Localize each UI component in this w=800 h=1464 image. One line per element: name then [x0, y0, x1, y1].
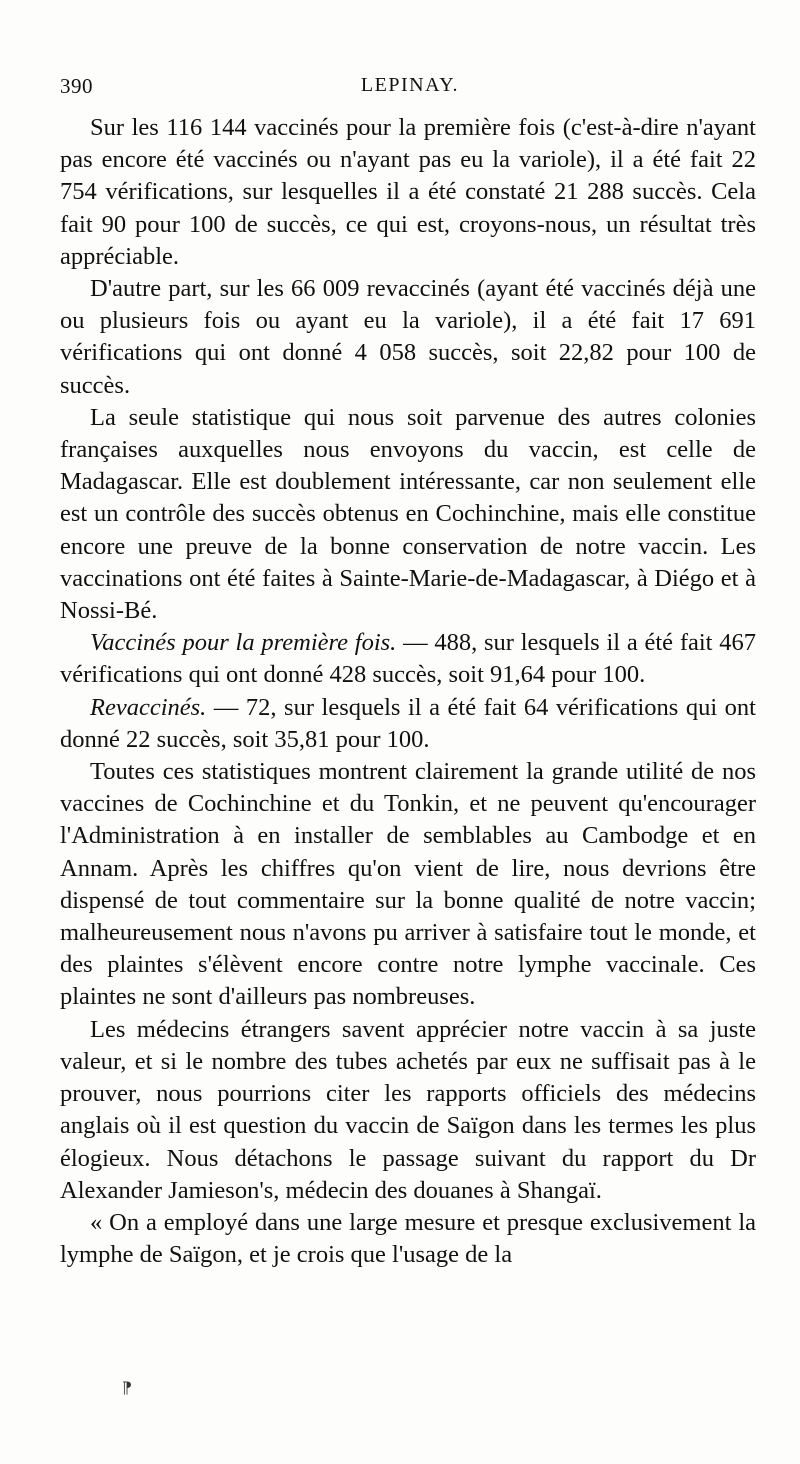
- running-head: LEPINAY.: [360, 74, 460, 96]
- paragraph-text: Toutes ces statistiques montrent clairement la grande utilité de nos vaccines de Cochinchine et du Tonkin, et ne peuvent qu'encourager l'Administration à en installer de semblables au Cambodge et en Annam. Après les chiffres qu'on vient de lire, nous devrions être dispensé de tout commentaire sur la bonne qualité de notre vaccin; malheureusement nous n'avons pu arriver à satisfaire tout le monde, et des plaintes s'élèvent encore contre notre lymphe vaccinale. Ces plaintes ne sont d'ailleurs pas nombreuses.: [60, 758, 756, 1011]
- paragraph-text: D'autre part, sur les 66 009 revaccinés (ayant été vaccinés déjà une ou plusieurs fois ou ayant eu la variole), il a été fait 17 691 vérifications qui ont donné 4 058 succès, soit 22,82 pour 100 de succès.: [60, 275, 756, 399]
- paragraph: [60, 627, 756, 691]
- paragraph: [60, 273, 756, 402]
- paragraph-text: « On a employé dans une large mesure et presque exclusivement la lymphe de Saïgon, et je crois que l'usage de la: [60, 1208, 756, 1269]
- paragraph-lead: Revaccinés.: [90, 693, 207, 721]
- paragraph-text: Les médecins étrangers savent apprécier notre vaccin à sa juste valeur, et si le nombre des tubes achetés par eux ne suffisait pas à le prouver, nous pourrions citer les rapports officiels des médecins anglais où il est question du vaccin de Saïgon dans les termes les plus élogieux. Nous détachons le passage suivant du rapport du Dr Alexander Jamieson's, médecin des douanes à Shangaï.: [60, 1015, 756, 1204]
- page-number: 390: [60, 74, 93, 98]
- body-text: [60, 112, 756, 1271]
- signature-mark: ⁋: [122, 1380, 133, 1397]
- paragraph-text: La seule statistique qui nous soit parvenue des autres colonies françaises auxquelles nous envoyons du vaccin, est celle de Madagascar. Elle est doublement intéressante, car non seulement elle est un contrôle des succès obtenus en Cochinchine, mais elle constitue encore une preuve de la bonne conservation de notre vaccin. Les vaccinations ont été faites à Sainte-Marie-de-Madagascar, à Diégo et à Nossi-Bé.: [60, 403, 756, 625]
- paragraph: [60, 402, 756, 627]
- paragraph: [60, 112, 756, 273]
- paragraph-text: — 72, sur lesquels il a été fait 64 vérifications qui ont donné 22 succès, soit 35,81 pour 100.: [60, 693, 756, 753]
- paragraph: [60, 756, 756, 1014]
- page-header: [60, 74, 760, 104]
- paragraph-lead: Vaccinés pour la première fois.: [90, 629, 397, 657]
- paragraph: [60, 1207, 756, 1271]
- paragraph: [60, 692, 756, 756]
- paragraph-text: — 488, sur lesquels il a été fait 467 vérifications qui ont donné 428 succès, soit 91,64 pour 100.: [60, 629, 756, 689]
- paragraph: [60, 1014, 756, 1207]
- paragraph-text: Sur les 116 144 vaccinés pour la première fois (c'est-à-dire n'ayant pas encore été vaccinés ou n'ayant pas eu la variole), il a été fait 22 754 vérifications, sur lesquelles il a été constaté 21 288 succès. Cela fait 90 pour 100 de succès, ce qui est, croyons-nous, un résultat très appréciable.: [60, 114, 756, 270]
